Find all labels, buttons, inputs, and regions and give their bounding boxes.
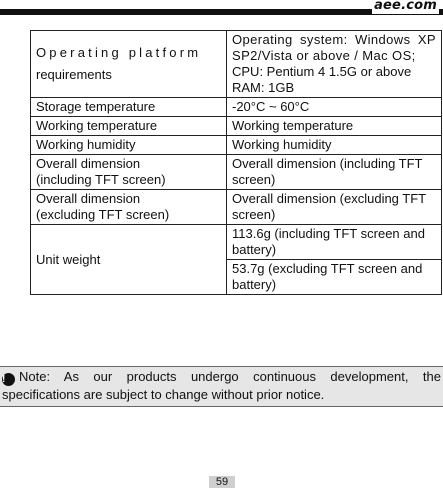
- working-humidity-value: Working humidity: [227, 136, 442, 155]
- dimension-excluding-value: Overall dimension (excluding TFT screen): [227, 190, 442, 225]
- os-label-line2: requirements: [36, 67, 112, 82]
- storage-temperature-label: Storage temperature: [31, 98, 227, 117]
- unit-weight-label: Unit weight: [31, 225, 227, 295]
- dimension-excluding-label-line2: (excluding TFT screen): [36, 207, 170, 222]
- note-line1: [2, 368, 441, 386]
- table-row: [31, 117, 442, 136]
- working-humidity-label: Working humidity: [31, 136, 227, 155]
- table-row: [31, 31, 442, 98]
- os-value-ram: RAM: 1GB: [232, 80, 295, 95]
- brand-logo: aee.com: [374, 0, 437, 13]
- table-row: [31, 190, 442, 225]
- table-row: [31, 225, 442, 260]
- os-value-system: Operating system: Windows XP SP2/Vista or above / Mac OS;: [232, 32, 436, 63]
- exclamation-circle-icon: !: [2, 373, 15, 386]
- table-row: [31, 98, 442, 117]
- note-text-line1: Note: As our products undergo continuous development, the: [19, 369, 441, 384]
- os-value-cpu: CPU: Pentium 4 1.5G or above: [232, 64, 412, 79]
- os-label-line1: Operating platform: [36, 45, 202, 60]
- table-row: [31, 155, 442, 190]
- unit-weight-including-value: 113.6g (including TFT screen and battery): [227, 225, 442, 260]
- unit-weight-excluding-value: 53.7g (excluding TFT screen and battery): [227, 260, 442, 295]
- dimension-including-label-line2: (including TFT screen): [36, 172, 166, 187]
- note-text-line2: specifications are subject to change without prior notice.: [2, 387, 325, 402]
- specification-table: [30, 30, 442, 295]
- working-temperature-value: Working temperature: [227, 117, 442, 136]
- os-requirements-value: [227, 31, 442, 98]
- page-number: 59: [209, 476, 235, 488]
- working-temperature-label: Working temperature: [31, 117, 227, 136]
- dimension-excluding-label: [31, 190, 227, 225]
- dimension-including-label: [31, 155, 227, 190]
- table-row: [31, 136, 442, 155]
- dimension-excluding-label-line1: Overall dimension: [36, 191, 141, 206]
- dimension-including-value: Overall dimension (including TFT screen): [227, 155, 442, 190]
- os-requirements-label: [31, 31, 227, 98]
- dimension-including-label-line1: Overall dimension: [36, 156, 141, 171]
- note-box: [0, 366, 443, 407]
- storage-temperature-value: -20°C ~ 60°C: [227, 98, 442, 117]
